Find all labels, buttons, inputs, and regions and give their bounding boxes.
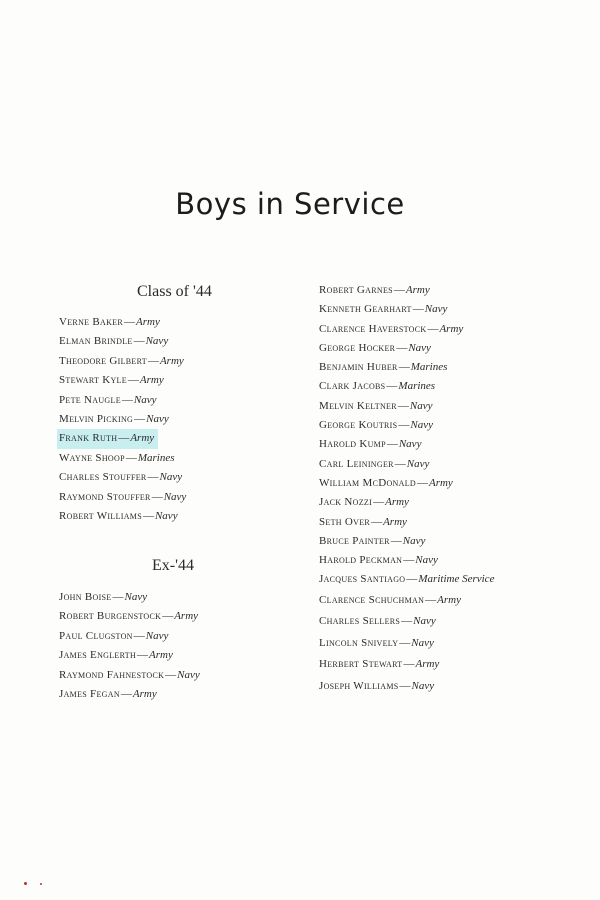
list-item: Harold Peckman—Navy xyxy=(319,554,438,567)
person-name: Joseph Williams xyxy=(319,679,399,692)
service-branch: Marines xyxy=(137,451,175,464)
person-name: Charles Stouffer xyxy=(59,471,147,484)
service-branch: Navy xyxy=(411,636,434,649)
list-item: Harold Kump—Navy xyxy=(319,438,422,451)
person-name: Herbert Stewart xyxy=(319,658,403,671)
person-name: Charles Sellers xyxy=(319,615,401,628)
service-branch: Navy xyxy=(154,509,178,522)
person-name: John Boise xyxy=(59,591,112,603)
service-branch: Army xyxy=(130,432,155,445)
service-branch: Navy xyxy=(410,419,434,432)
list-item: Carl Leininger—Navy xyxy=(319,457,430,470)
highlighter-mark: Frank Ruth—Army xyxy=(57,429,158,448)
service-branch: Maritime Service xyxy=(418,573,495,586)
list-item: Lincoln Snively—Navy xyxy=(319,636,434,649)
list-item: Theodore Gilbert—Army xyxy=(59,354,184,367)
person-name: Elman Brindle xyxy=(59,335,133,348)
service-branch: Army xyxy=(428,476,453,489)
list-item: Stewart Kyle—Army xyxy=(59,374,164,387)
person-name: Jacques Santiago xyxy=(319,573,406,586)
list-item: Verne Baker—Army xyxy=(59,316,160,328)
list-item: Melvin Picking—Navy xyxy=(59,412,169,425)
person-name: Stewart Kyle xyxy=(59,374,127,387)
person-name: Paul Clugston xyxy=(59,629,133,642)
right-column-list xyxy=(319,281,494,697)
list-item: Robert Garnes—Army xyxy=(319,284,430,296)
service-branch: Army xyxy=(159,354,184,367)
service-branch: Army xyxy=(405,284,430,296)
list-item: James Fegan—Army xyxy=(59,687,157,700)
service-branch: Army xyxy=(383,515,407,528)
person-name: Verne Baker xyxy=(59,316,123,328)
service-branch: Army xyxy=(136,316,160,328)
service-branch: Navy xyxy=(146,412,169,425)
list-item: John Boise—Navy xyxy=(59,591,148,603)
person-name: Clarence Schuchman xyxy=(319,593,425,606)
service-branch: Navy xyxy=(177,668,200,681)
person-name: Seth Over xyxy=(319,515,371,528)
list-item: Paul Clugston—Navy xyxy=(59,629,169,642)
person-name: Clarence Haverstock xyxy=(319,322,427,335)
person-name: George Hocker xyxy=(319,341,396,354)
list-item: Wayne Shoop—Marines xyxy=(59,451,175,464)
service-branch: Navy xyxy=(145,629,169,642)
list-item: Benjamin Huber—Marines xyxy=(319,361,448,374)
service-branch: Navy xyxy=(413,615,436,628)
person-name: Lincoln Snively xyxy=(319,636,399,649)
service-branch: Navy xyxy=(398,438,422,451)
list-item: Charles Sellers—Navy xyxy=(319,615,436,628)
list-item: George Hocker—Navy xyxy=(319,341,431,354)
list-item: Kenneth Gearhart—Navy xyxy=(319,303,448,316)
list-item: Bruce Painter—Navy xyxy=(319,534,426,547)
list-item: James Englerth—Army xyxy=(59,649,173,662)
class-of-44-list xyxy=(59,313,186,526)
service-branch: Army xyxy=(139,374,164,387)
list-item: William McDonald—Army xyxy=(319,476,453,489)
service-branch: Navy xyxy=(415,554,438,567)
ex-44-heading: Ex-'44 xyxy=(152,557,194,574)
person-name: William McDonald xyxy=(319,476,416,489)
ex-44-list xyxy=(59,588,200,704)
service-branch: Marines xyxy=(410,361,448,374)
person-name: Melvin Picking xyxy=(59,412,134,425)
person-name: James Englerth xyxy=(59,649,137,662)
person-name: Jack Nozzi xyxy=(319,496,373,509)
list-item: Clarence Haverstock—Army xyxy=(319,322,464,335)
service-branch: Navy xyxy=(163,490,187,503)
service-branch: Navy xyxy=(402,534,426,547)
list-item: Robert Williams—Navy xyxy=(59,509,178,522)
list-item: Raymond Fahnestock—Navy xyxy=(59,668,200,681)
service-branch: Navy xyxy=(408,341,431,354)
list-item: George Koutris—Navy xyxy=(319,419,434,432)
service-branch: Army xyxy=(439,322,464,335)
list-item: Jacques Santiago—Maritime Service xyxy=(319,573,495,586)
service-branch: Navy xyxy=(409,399,433,412)
page-title: Boys in Service xyxy=(175,187,405,221)
service-branch: Army xyxy=(385,496,409,509)
person-name: Frank Ruth xyxy=(59,432,118,445)
person-name: Pete Naugle xyxy=(59,393,121,406)
person-name: Theodore Gilbert xyxy=(59,354,147,367)
person-name: Robert Burgenstock xyxy=(59,610,162,623)
list-item: Pete Naugle—Navy xyxy=(59,393,157,406)
list-item-highlighted xyxy=(59,429,186,448)
list-item: Herbert Stewart—Army xyxy=(319,658,440,671)
person-name: Kenneth Gearhart xyxy=(319,303,412,316)
list-item: Raymond Stouffer—Navy xyxy=(59,490,187,503)
service-branch: Army xyxy=(174,610,199,623)
list-item: Robert Burgenstock—Army xyxy=(59,610,199,623)
person-name: Raymond Fahnestock xyxy=(59,668,165,681)
service-branch: Navy xyxy=(159,471,183,484)
person-name: Raymond Stouffer xyxy=(59,490,151,503)
person-name: Carl Leininger xyxy=(319,457,394,470)
service-branch: Navy xyxy=(406,457,430,470)
list-item: Melvin Keltner—Navy xyxy=(319,399,433,412)
list-item: Clark Jacobs—Marines xyxy=(319,380,436,393)
service-branch: Marines xyxy=(398,380,436,393)
list-item: Charles Stouffer—Navy xyxy=(59,471,183,484)
person-name: Wayne Shoop xyxy=(59,451,125,464)
service-branch: Army xyxy=(437,593,461,606)
service-branch: Navy xyxy=(411,679,435,692)
service-branch: Navy xyxy=(133,393,157,406)
class-of-44-heading: Class of '44 xyxy=(137,283,212,300)
service-branch: Navy xyxy=(145,335,169,348)
person-name: Clark Jacobs xyxy=(319,380,386,393)
list-item: Jack Nozzi—Army xyxy=(319,496,409,509)
list-item: Joseph Williams—Navy xyxy=(319,679,435,692)
person-name: George Koutris xyxy=(319,419,398,432)
service-branch: Navy xyxy=(124,591,148,603)
service-branch: Army xyxy=(415,658,440,671)
ink-speck xyxy=(24,882,27,885)
person-name: James Fegan xyxy=(59,687,120,700)
service-branch: Navy xyxy=(424,303,448,316)
list-item: Elman Brindle—Navy xyxy=(59,335,169,348)
person-name: Harold Peckman xyxy=(319,554,403,567)
service-branch: Army xyxy=(132,687,157,700)
person-name: Robert Williams xyxy=(59,509,142,522)
person-name: Bruce Painter xyxy=(319,534,390,547)
person-name: Harold Kump xyxy=(319,438,386,451)
person-name: Benjamin Huber xyxy=(319,361,398,374)
person-name: Melvin Keltner xyxy=(319,399,397,412)
ink-speck xyxy=(40,883,42,885)
service-branch: Army xyxy=(149,649,173,662)
person-name: Robert Garnes xyxy=(319,284,393,296)
list-item: Seth Over—Army xyxy=(319,515,407,528)
list-item: Clarence Schuchman—Army xyxy=(319,593,461,606)
